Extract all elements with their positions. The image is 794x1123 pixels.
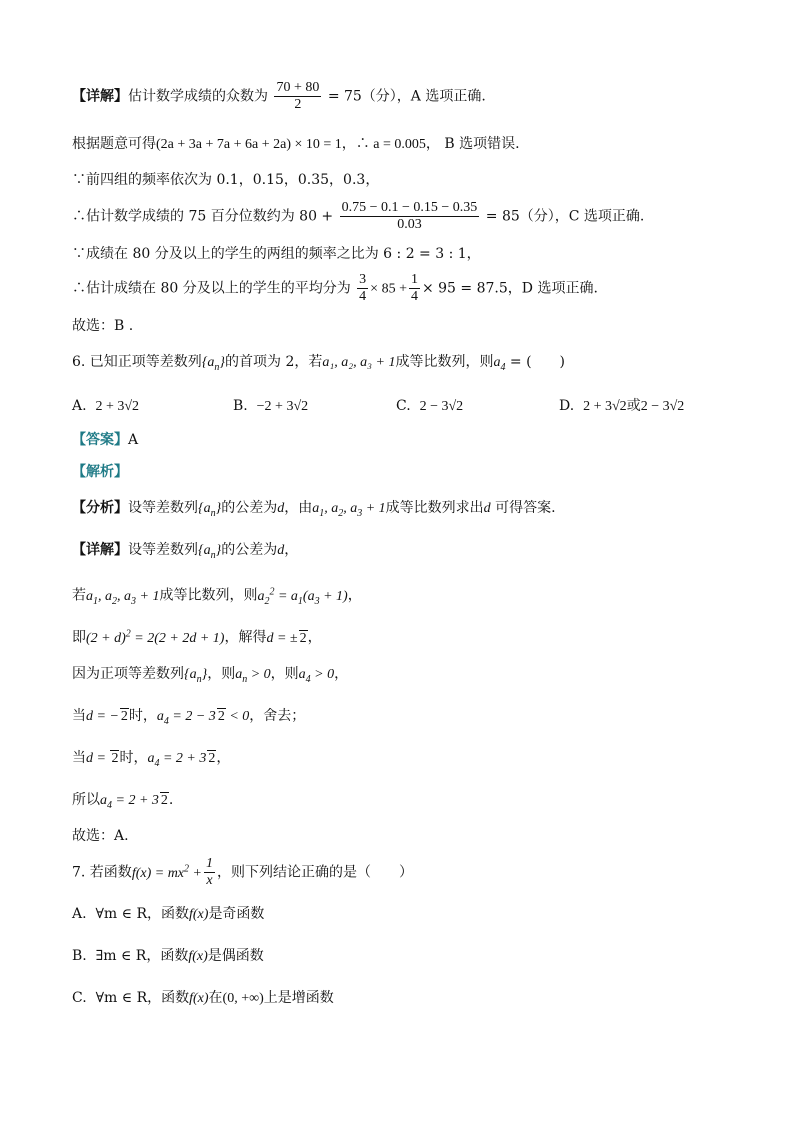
denominator: 4 [410,289,418,304]
text: ∵前四组的频率依次为 0.1，0.15，0.35，0.3， [72,172,380,188]
q7-option-a[interactable] [72,904,264,925]
text: ，解得 [224,629,267,646]
q7-option-b[interactable] [72,946,264,967]
fraction [274,80,321,113]
q6-stem [72,352,565,378]
text: 当 [72,708,86,724]
denominator: x [206,873,213,888]
q6-option-d[interactable] [559,396,684,417]
text: ∀m ∈ R，函数 [95,906,189,922]
answer-tag: 【答案】 [72,432,128,448]
math: a₁, a₂, a₃ + 1 [322,355,396,370]
text: 若 [72,587,86,604]
math: $\{a_n\}$ [198,543,222,561]
step-1 [72,582,362,611]
text: = 85（分），C 选项正确. [485,208,645,225]
text: ， [347,587,362,604]
text: ∀m ∈ R，函数 [95,990,190,1006]
sec5-line-5 [72,244,481,264]
step-2 [72,624,322,649]
text: 估计数学成绩的众数为 [128,88,268,105]
option-label: D. [559,398,575,414]
text: ， [307,629,322,646]
option-label: B. [72,948,87,964]
denominator: 2 [294,97,302,112]
step-5 [72,748,230,774]
text: 6. 已知正项等差数列 [72,354,202,370]
fraction [409,272,420,305]
text: ，由 [284,500,313,516]
text: 时， [119,750,148,766]
text: 是奇函数 [208,906,265,922]
math: $a_2^2 = a_1(a_3 + 1)$ [257,586,348,607]
math: $a_4 = 2 + 3$ 2 [147,751,216,769]
math: $a_1$, $a_2$, $a_3 + 1$ [312,501,386,519]
detail-tag: 【详解】 [72,542,128,558]
text: 即 [72,629,86,646]
text: 设等差数列 [128,500,198,516]
math: $a_1$, $a_2$, $a_3 + 1$ [86,588,160,607]
numerator: 0.75 − 0.1 − 0.15 − 0.35 [341,200,478,215]
text: 根据题意可得 [72,136,156,152]
numerator: 1 [410,272,418,287]
option-value: 2 + 3√2 [583,399,627,414]
q6-option-a[interactable] [72,396,139,417]
option-value: −2 + 3√2 [256,399,309,414]
numerator: 3 [359,272,367,287]
text: 成等比数列，则 [395,354,494,370]
math: × 85 + [370,281,407,297]
sec5-line-2 [72,134,520,155]
math: $a_n > 0$ [235,667,271,685]
analysis-tag: 【解析】 [72,464,128,480]
text: 的公差为 [221,542,278,558]
text: 在 [208,990,223,1006]
numerator: 70 + 80 [276,80,320,95]
math: $a_4 > 0$ [298,667,335,685]
text: ，则 [207,666,236,682]
text: ∴估计数学成绩的 75 百分位数约为 80 + [72,208,334,225]
fenxi-line [72,498,556,524]
text: ， [284,542,299,558]
sec5-line-6 [72,272,598,305]
text: 时， [128,708,157,724]
math: ，∴ a = 0.005 [341,137,426,152]
q6-option-b[interactable] [233,396,308,417]
text: ， B 选项错误. [425,136,520,152]
text: 的首项为 2，若 [225,354,323,370]
text: 的公差为 [221,500,278,516]
sec5-line-4 [72,200,644,233]
option-label: C. [396,398,411,414]
math: d = − 2 [86,709,128,724]
text: 或 [626,398,641,414]
math: f(x) [188,949,208,964]
fraction [340,200,480,233]
text: 7. 若函数 [72,864,132,881]
math: f(x) [189,907,209,922]
denominator: 4 [359,289,367,304]
fraction [204,856,215,889]
text: ∴估计成绩在 80 分及以上的学生的平均分为 [72,280,351,297]
math: d [277,543,285,558]
math: $a_4 = 2 - 3$ 2 < 0 [156,709,250,727]
step-4 [72,706,305,732]
text: = ( ) [509,354,566,370]
step-3 [72,664,348,690]
text: × 95 = 87.5，D 选项正确. [421,280,598,297]
answer-line [72,430,138,450]
text: 可得答案. [495,500,556,516]
math: d [483,501,491,516]
text: ∃m ∈ R，函数 [95,948,189,964]
answer-value: A [128,432,139,448]
math: d [277,501,285,516]
option-label: B. [233,398,248,414]
text: ，舍去； [249,708,306,724]
fraction [357,272,368,305]
math: f(x) [189,991,209,1006]
math: $f(x) = mx^2$ + [131,862,202,881]
sec5-line-1 [72,80,486,113]
fenxi-tag: 【分析】 [72,500,128,516]
text: ，则下列结论正确的是（ ） [216,864,413,881]
math: $a_4 = 2 + 3$ 2 [100,793,168,811]
text: 故选：B . [72,318,134,334]
text: 所以 [72,792,100,808]
analysis-line [72,462,128,482]
math: $(2 + d)^2 = 2(2 + 2d + 1)$ [86,628,225,646]
xiangjie-line [72,540,298,566]
math: d = 2 [86,751,119,766]
math: $a_4$ [493,355,506,373]
option-label: C. [72,990,87,1006]
detail-tag: 【详解】 [72,88,128,105]
text: . [168,792,174,808]
text: 成等比数列，则 [159,587,258,604]
text: = 75（分），A 选项正确. [327,88,486,105]
text: 成等比数列求出 [385,500,484,516]
q7-option-c[interactable] [72,988,334,1009]
text: 设等差数列 [128,542,198,558]
denominator: 0.03 [397,217,422,232]
math: $\{a_n\}$ [201,355,226,373]
math: $\{a_n\}$ [184,667,208,685]
text: 当 [72,750,86,766]
text: ，则 [270,666,299,682]
text: ， [216,750,231,766]
math: $\{a_n\}$ [198,501,222,519]
q6-option-c[interactable] [396,396,463,417]
text: ∵成绩在 80 分及以上的学生的两组的频率之比为 6 : 2 = 3 : 1， [72,246,481,262]
math: (0, +∞) [222,991,264,1006]
option-value: 2 + 3√2 [95,399,140,414]
text: 是偶函数 [207,948,264,964]
math: (2a + 3a + 7a + 6a + 2a) × 10 = 1 [156,137,342,152]
option-label: A. [72,398,87,414]
step-6 [72,790,173,816]
numerator: 1 [205,856,213,871]
option-value: 2 − 3√2 [419,399,464,414]
text: ， [334,666,349,682]
q7-stem [72,856,413,889]
option-value: 2 − 3√2 [640,399,685,414]
sec5-line-3 [72,170,379,190]
text: 上是增函数 [263,990,334,1006]
sec5-line-7 [72,316,133,336]
text: 故选：A. [72,828,129,844]
option-label: A. [72,906,87,922]
math: d = ± 2 [266,630,307,646]
q6-end [72,826,129,846]
text: 因为正项等差数列 [72,666,184,682]
